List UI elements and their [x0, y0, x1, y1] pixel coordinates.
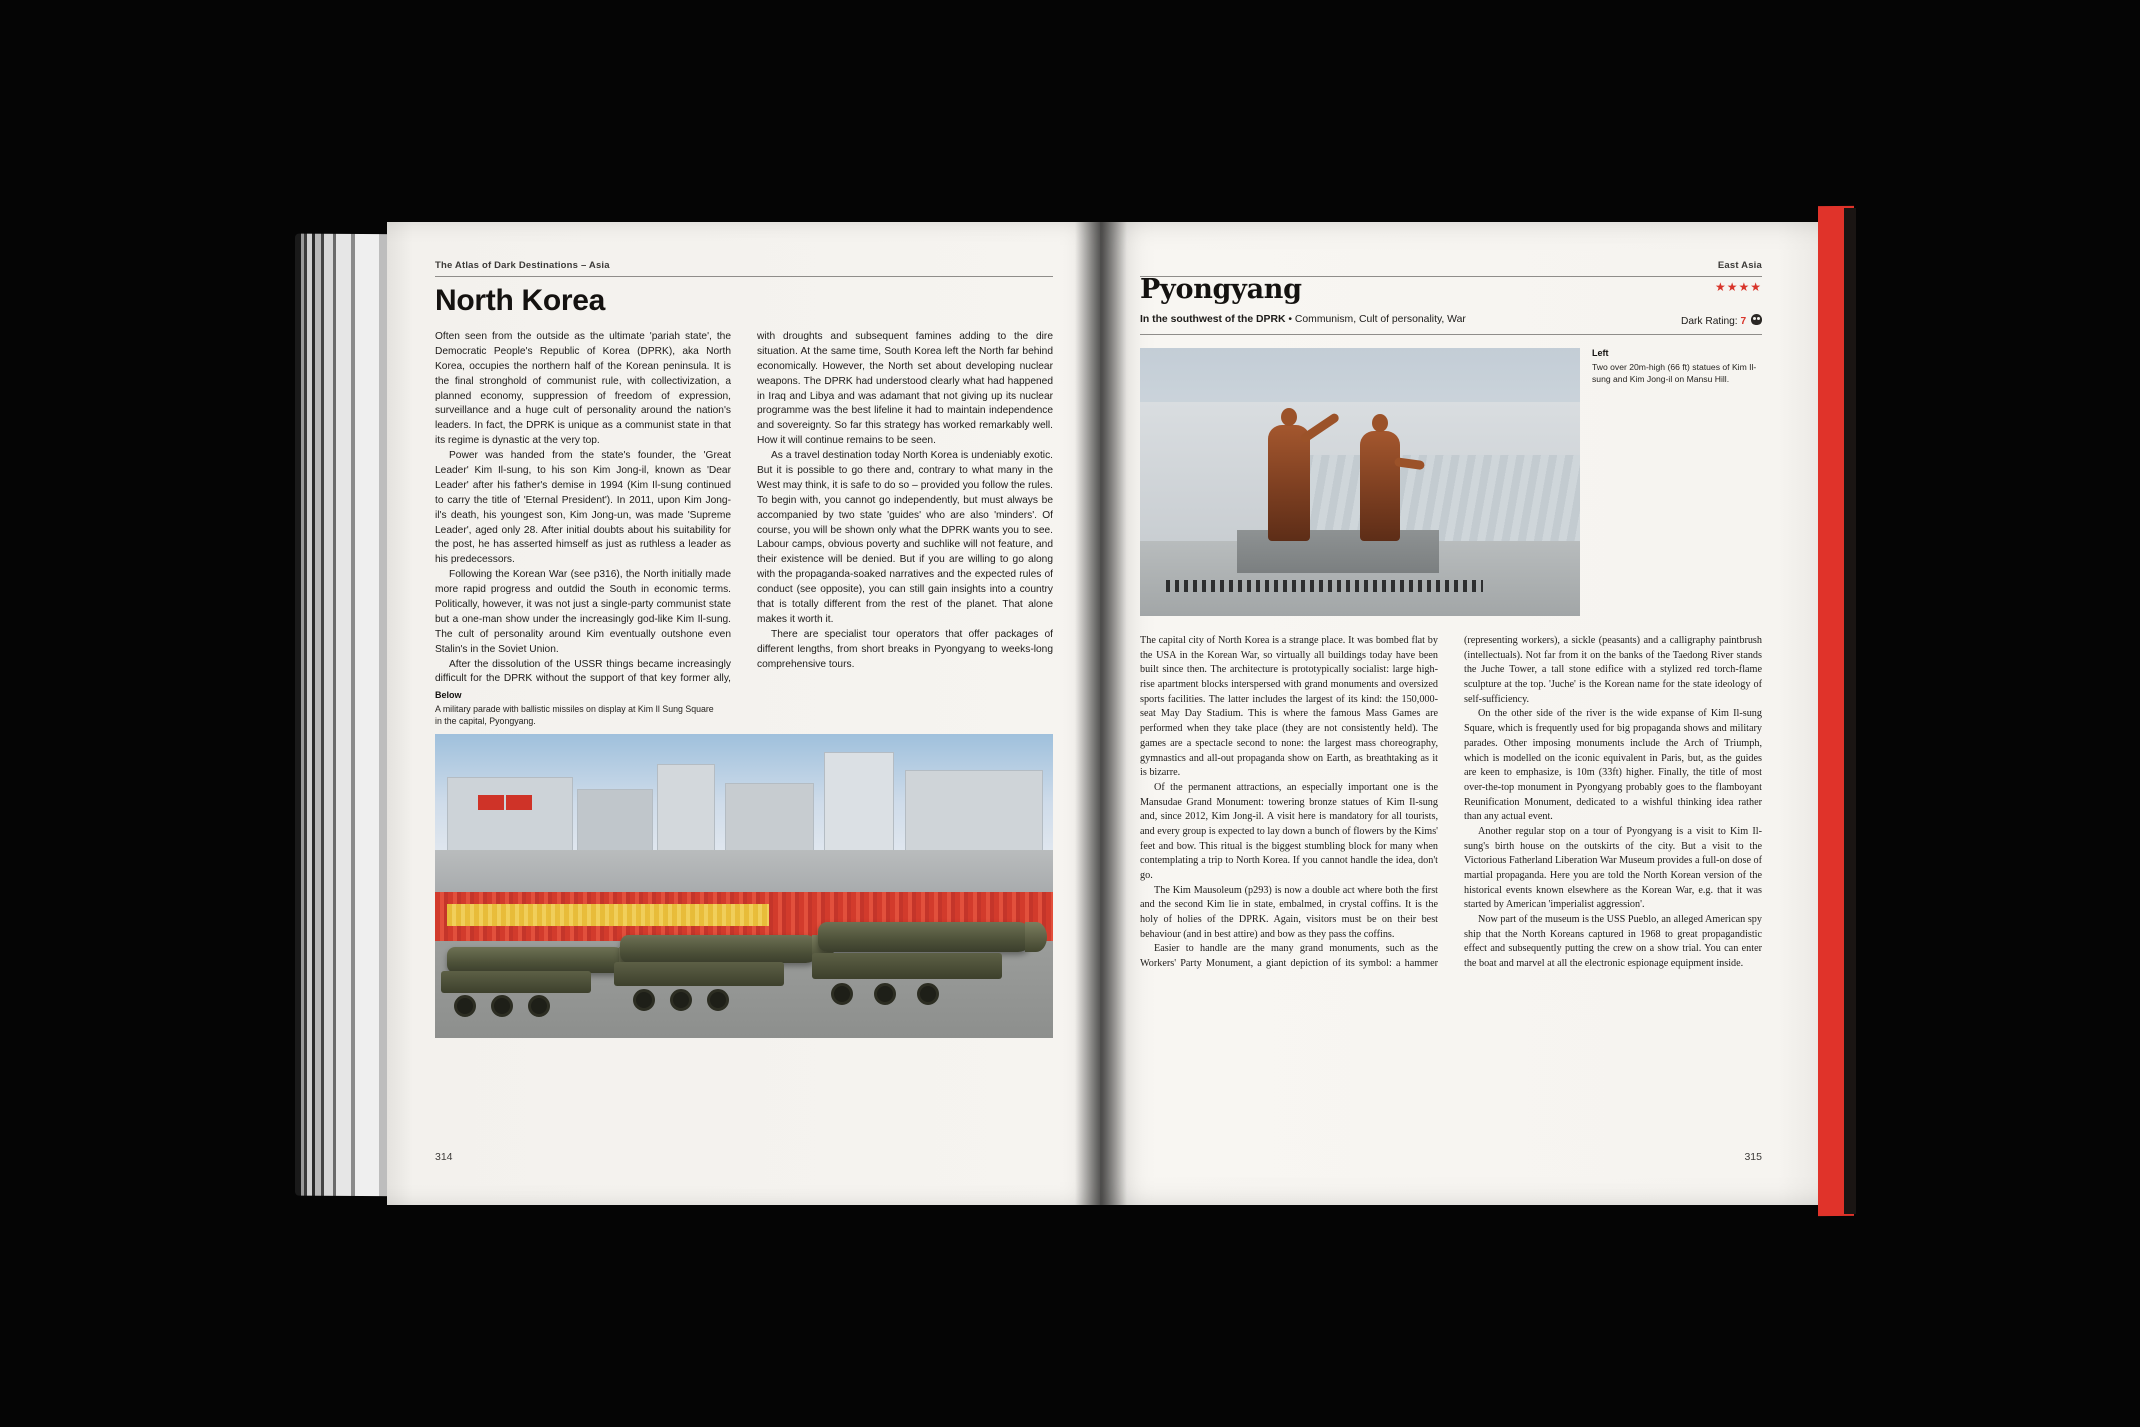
paragraph: Now part of the museum is the USS Pueblo, an alleged American spy ship that the North Koreans captured in 1968 to great propagandistic effect and subsequently putting the crew on a show trial. You can enter the boat and marvel at all the electronic espionage equipment inside.: [1464, 914, 1762, 970]
dark-rating: [1681, 314, 1762, 327]
book-back-cover: [1844, 208, 1856, 1214]
destination-title: Pyongyang: [1140, 274, 1302, 305]
photo-building: [657, 764, 715, 857]
photo-building: [447, 777, 573, 858]
photo-launcher-truck: [441, 971, 591, 993]
photo-wheel: [831, 983, 853, 1005]
photo-launcher-truck: [812, 953, 1002, 979]
figure-caption-left: [1592, 348, 1762, 385]
figure-caption-label: Left: [1592, 348, 1609, 358]
photo-wheel: [528, 995, 550, 1017]
paragraph: Another regular stop on a tour of Pyongyang is a visit to Kim Il-sung's birth house on the outskirts of the city. But a visit to the Victorious Fatherland Liberation War Museum provides a full-on dose of martial propaganda. Here you are told the North Korean version of the historical events known elsewhere as the Korean War, e.g. that it was started by American 'imperialist aggression'.: [1464, 825, 1762, 911]
figure-caption-below: [435, 690, 715, 728]
military-parade-photo: [435, 734, 1053, 1038]
right-folio: 315: [1744, 1151, 1762, 1163]
photo-building: [725, 783, 814, 858]
paragraph: Following the Korean War (see p316), the North initially made more rapid progress and outdid the South in economic terms. Politically, however, it was not just a single-party communist state but a one-man show under the increasingly god-like Kim Il-sung. The cult of personality around Kim eventually outshone even Stalin's in the Soviet Union.: [435, 569, 731, 655]
paragraph: Easier to handle are the many grand monuments, such as the Workers' Party Monument, a giant depiction of its symbol: a hammer (representing workers), a sickle (peasants) and a calligraphy paintbrush (intellectuals). Not far from it on the banks of the Taedong River stands the Juche Tower, a tall stone edifice with a stylized red torch-flame sculpture at the top. 'Juche' is the Korean name for the state ideology of self-sufficiency.: [1140, 635, 1762, 970]
photo-visitors: [1166, 580, 1483, 592]
photo-statue-kim-jong-il: [1360, 431, 1400, 541]
photo-missile: [818, 922, 1033, 952]
paragraph: After the dissolution of the USSR things became increasingly difficult for the DPRK without the support of that key former ally, with droughts and subsequent famines adding to the dire situation. At the same time, South Korea left the North far behind economically. However, the North set about developing nuclear weapons. The DPRK had understood clearly what had happened in Iraq and Libya and was adamant that not giving up its nuclear programme was the best lifeline it had to maintain independence and sovereignty. So far this strategy has worked remarkably well. How it will continue remains to be seen.: [435, 331, 1053, 685]
figure-caption-label: Below: [435, 690, 462, 700]
left-header-rule: [435, 276, 1053, 277]
right-body-text: [1140, 634, 1762, 972]
open-book: [295, 222, 1850, 1205]
photo-launcher-truck: [614, 962, 784, 986]
photo-plaza: [435, 850, 1053, 899]
subtitle-themes: • Communism, Cult of personality, War: [1288, 314, 1466, 325]
photo-crowd-yellow: [447, 904, 768, 925]
photo-missile: [620, 935, 820, 963]
paragraph: On the other side of the river is the wide expanse of Kim Il-sung Square, which is frequently used for big propaganda shows and military parades. Other imposing monuments include the Arch of Triumph, which is modelled on the iconic equivalent in Paris, but, as the guides are keen to emphasize, is 10m (33ft) higher. Finally, the title of most over-the-top monument in Pyongyang probably goes to the flamboyant Reunification Monument, dedicated to a wishful thinking idea rather than any actual event.: [1464, 708, 1762, 823]
subtitle-location: In the southwest of the DPRK: [1140, 314, 1286, 325]
destination-subtitle: [1140, 314, 1466, 325]
figure-caption-text: Two over 20m-high (66 ft) statues of Kim Il-sung and Kim Jong-il on Mansu Hill.: [1592, 362, 1757, 385]
paragraph: Often seen from the outside as the ultimate 'pariah state', the Democratic People's Republic of Korea (DPRK), aka North Korea, occupies the northern half of the Korean peninsula. It is the final stronghold of communist rule, with collectivization, a planned economy, suppression of freedom of expression, surveillance and a huge cult of personality around the nation's leaders. In fact, the DPRK is unique as a communist state in that its regime is dynastic at the very top.: [435, 331, 731, 447]
left-folio: 314: [435, 1151, 453, 1163]
photo-flag: [478, 795, 504, 810]
star-rating: ★★★★: [1714, 280, 1762, 294]
left-page: [387, 222, 1105, 1205]
photo-wheel: [874, 983, 896, 1005]
photo-flag: [506, 795, 532, 810]
photo-wheel: [491, 995, 513, 1017]
photo-statue-kim-il-sung: [1268, 425, 1310, 541]
left-body-text: [435, 330, 1053, 687]
right-page: [1100, 222, 1818, 1205]
dark-rating-label: Dark Rating:: [1681, 316, 1738, 327]
right-subhead-rule: [1140, 334, 1762, 335]
photo-wheel: [633, 989, 655, 1011]
figure-caption-text: A military parade with ballistic missiles on display at Kim Il Sung Square in the capital, Pyongyang.: [435, 704, 714, 727]
dark-rating-value: 7: [1740, 316, 1747, 327]
paragraph: Of the permanent attractions, an especially important one is the Mansudae Grand Monument: towering bronze statues of Kim Il-sung and, since 2012, Kim Jong-il. A visit here is mandatory for all tourists, and every group is expected to lay down a bunch of flowers by the Kims' feet and bow. This ritual is the biggest stumbling block for many when contemplating a trip to North Korea. If you cannot handle the idea, don't go.: [1140, 781, 1438, 881]
paragraph: As a travel destination today North Korea is undeniably exotic. But it is possible to go there and, contrary to what many in the West may think, it is safe to do so – provided you follow the rules. To begin with, you cannot go independently, but must always be accompanied by two state 'guides' who are also 'minders'. Of course, you will be shown only what the DPRK wants you to see. Labour camps, obvious poverty and suchlike will not feature, and their existence will be denied. But if you are willing to go along with the propaganda-soaked narratives and the expected rules of conduct (see opposite), you can still gain insights into a country that is totally different from the rest of the planet. That alone makes it worth it.: [757, 450, 1053, 625]
photo-building: [824, 752, 894, 857]
photo-building: [905, 770, 1043, 857]
page-title: North Korea: [435, 284, 606, 317]
paragraph: There are specialist tour operators that offer packages of different lengths, from short breaks in Pyongyang to weeks-long comprehensive tours.: [757, 628, 1053, 670]
photo-missile: [447, 947, 627, 973]
paragraph: Power was handed from the state's founder, the 'Great Leader' Kim Il-sung, to his son Kim Jong-il, known as 'Dear Leader' after his father's demise in 1994 (Kim Il-sung continued to carry the title of 'Eternal President'). In 2011, upon Kim Jong-il's death, his youngest son, Kim Jong-un, was made 'Supreme Leader', aged only 28. After initial doubts about his suitability for the post, he has asserted himself as just as ruthless a leader as his predecessors.: [435, 450, 731, 566]
paragraph: The Kim Mausoleum (p293) is now a double act where both the first and the second Kim lie in state, embalmed, in crystal coffins. It is the holy of holies of the DPRK. Again, visitors must be on their best behaviour (and in best attire) and bow as they pass the coffins.: [1140, 884, 1438, 940]
photo-building: [577, 789, 653, 858]
right-running-head: East Asia: [1717, 260, 1762, 271]
paragraph: The capital city of North Korea is a strange place. It was bombed flat by the USA in the Korean War, so virtually all buildings today have been built since then. The architecture is prototypically socialist: large high-rise apartment blocks interspersed with grand monuments and oversized sports facilities. The latter includes the largest of its kind: the 150,000-seat May Day Stadium. This is where the famous Mass Games are performed when they take place (they are not consistently held). The games are a spectacle second to none: the largest mass choreography, gymnastics and all-out propaganda show on Earth, as breathtaking as it is bizarre.: [1140, 635, 1438, 779]
left-running-head: The Atlas of Dark Destinations – Asia: [435, 260, 610, 271]
photo-wheel: [454, 995, 476, 1017]
mansu-hill-statues-photo: [1140, 348, 1580, 616]
skull-icon: [1751, 314, 1762, 325]
